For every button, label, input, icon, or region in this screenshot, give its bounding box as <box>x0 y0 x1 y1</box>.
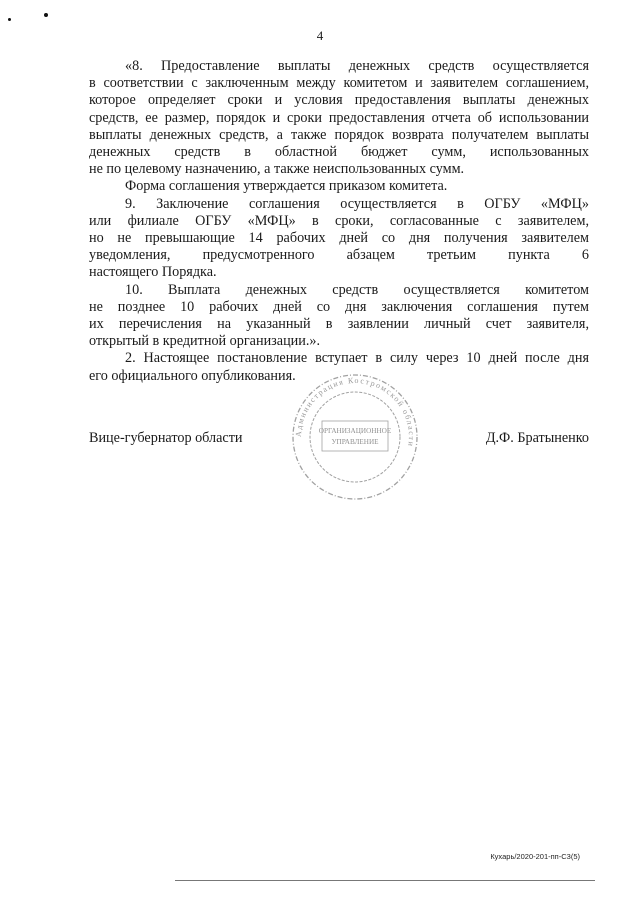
text-line: 10. Выплата денежных средств осуществляется комитетом <box>125 281 589 298</box>
seal-ring-text: Администрация Костромской области <box>293 375 417 449</box>
paragraph-10 <box>89 282 589 351</box>
text-line: их перечисления на указанный в заявлении личный счет заявителя, <box>89 316 589 333</box>
paragraph-8-form <box>89 178 589 195</box>
text-line: открытый в кредитной организации.». <box>89 333 321 350</box>
signatory-name: Д.Ф. Братыненко <box>485 430 589 446</box>
document-footer-code: Кухарь/2020-201-пп-С3(5) <box>490 852 580 861</box>
text-line: или филиале ОГБУ «МФЦ» в сроки, согласованные с заявителем, <box>89 212 589 229</box>
paragraph-9 <box>89 196 589 282</box>
document-body <box>89 58 589 385</box>
signatory-position: Вице-губернатор области <box>89 430 243 446</box>
footer-divider <box>175 880 595 881</box>
text-line: в соответствии с заключенным между комитетом и заявителем соглашением, <box>89 75 589 92</box>
seal-center-text-1: ОРГАНИЗАЦИОННОЕ <box>318 427 392 435</box>
text-line: уведомления, предусмотренного абзацем третьим пункта 6 <box>89 247 589 264</box>
text-line: не позднее 10 рабочих дней со дня заключения соглашения путем <box>89 298 589 315</box>
text-line: 2. Настоящее постановление вступает в силу через 10 дней после дня <box>125 350 589 367</box>
text-line: настоящего Порядка. <box>89 264 217 281</box>
text-line: денежных средств в областной бюджет сумм, использованных <box>89 144 589 161</box>
page-number: 4 <box>316 28 324 43</box>
seal-center-text-2: УПРАВЛЕНИЕ <box>331 438 379 446</box>
text-line: не по целевому назначению, а также неиспользованных сумм. <box>89 161 465 178</box>
text-line: средств, ее размер, порядок и сроки предоставления отчета об использовании <box>89 109 589 126</box>
text-line: но не превышающие 14 рабочих дней со дня получения заявителем <box>89 230 589 247</box>
text-line: 9. Заключение соглашения осуществляется в ОГБУ «МФЦ» <box>125 195 589 212</box>
text-line: «8. Предоставление выплаты денежных средств осуществляется <box>125 58 589 74</box>
text-line: его официального опубликования. <box>89 367 296 384</box>
scan-speck <box>44 13 48 17</box>
official-seal-stamp <box>285 372 425 502</box>
paragraph-8 <box>89 58 589 178</box>
scan-speck <box>8 18 11 21</box>
text-line: выплаты денежных средств, а также порядок возврата получателем выплаты <box>89 126 589 143</box>
text-line: которое определяет сроки и условия предоставления выплаты денежных <box>89 92 589 109</box>
text-line: Форма соглашения утверждается приказом комитета. <box>125 178 448 195</box>
